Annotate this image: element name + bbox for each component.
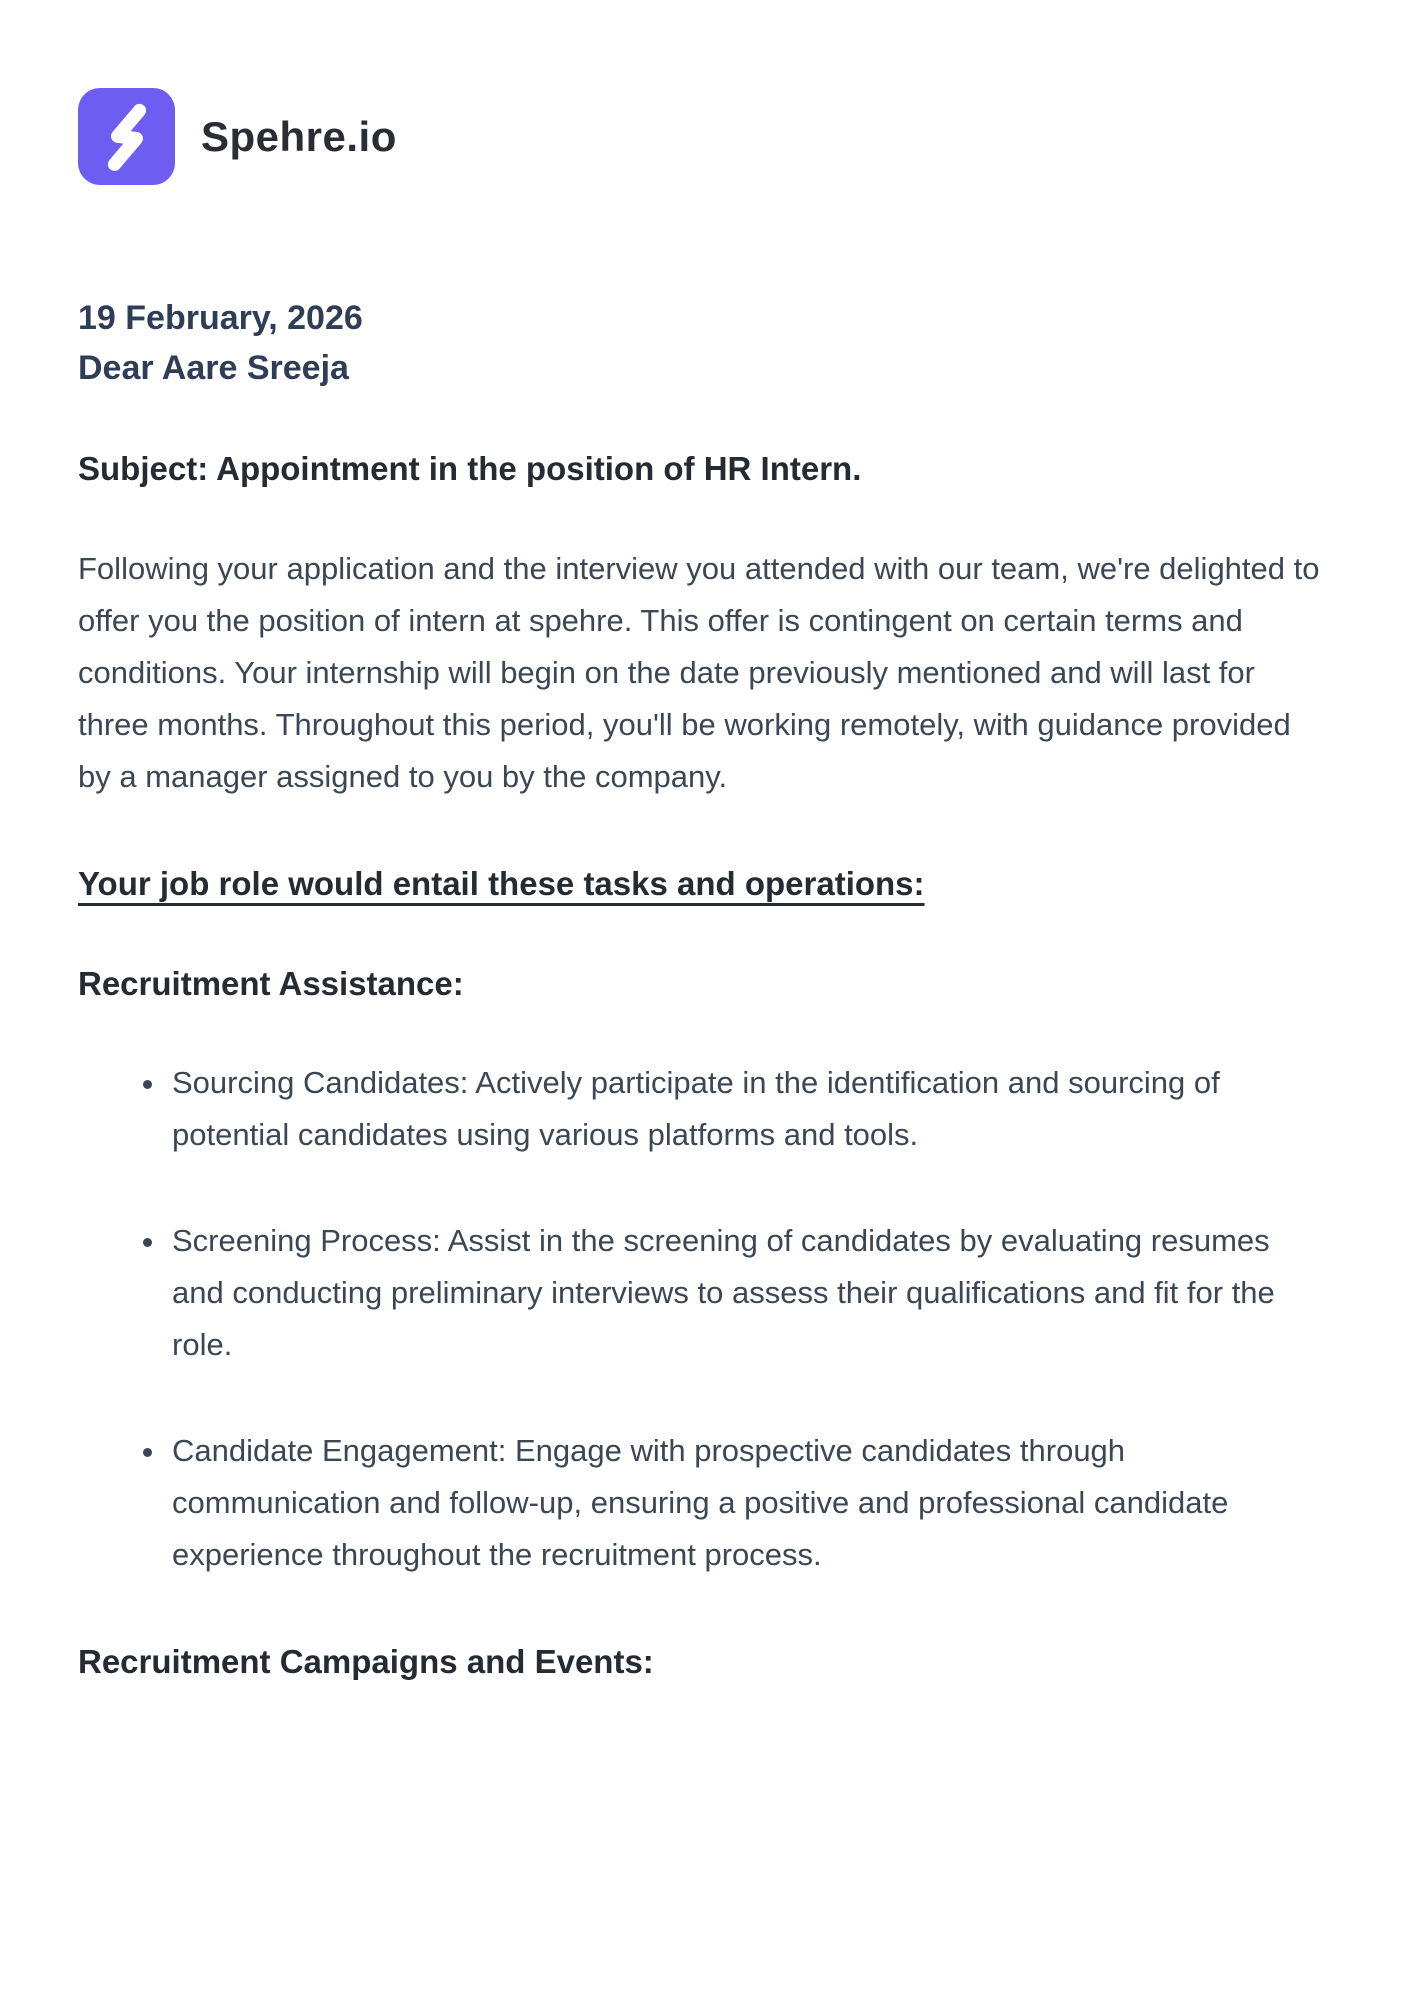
tasks-section-heading: Your job role would entail these tasks and operations: <box>78 865 925 902</box>
subject-line: Subject: Appointment in the position of HR Intern. <box>78 450 862 487</box>
letter-salutation: Dear Aare Sreeja <box>78 349 349 387</box>
list-item: • Candidate Engagement: Engage with prospective candidates through communication and follow-up, ensuring a positive and professional candidate experience throughout the recruitment process. <box>168 1425 1328 1581</box>
list-item: • Sourcing Candidates: Actively participate in the identification and sourcing of potential candidates using various platforms and tools. <box>168 1057 1328 1161</box>
recruitment-assistance-heading: Recruitment Assistance: <box>78 965 464 1002</box>
spehre-logo-icon <box>78 88 175 185</box>
date-block <box>78 293 1328 393</box>
recruitment-campaigns-heading: Recruitment Campaigns and Events: <box>78 1643 654 1680</box>
letter-date: 19 February, 2026 <box>78 299 363 337</box>
brand-name: Spehre.io <box>201 112 397 160</box>
list-item: • Screening Process: Assist in the screening of candidates by evaluating resumes and conducting preliminary interviews to assess their qualifications and fit for the role. <box>168 1215 1328 1371</box>
intro-paragraph: Following your application and the interview you attended with our team, we're delighted to offer you the position of intern at spehre. This offer is contingent on certain terms and conditions. Your internship will begin on the date previously mentioned and will last for three months. Throughout this period, you'll be working remotely, with guidance provided by a manager assigned to you by the company. <box>78 551 1320 794</box>
recruitment-assistance-list <box>78 1057 1328 1581</box>
brand-header <box>78 88 1328 185</box>
